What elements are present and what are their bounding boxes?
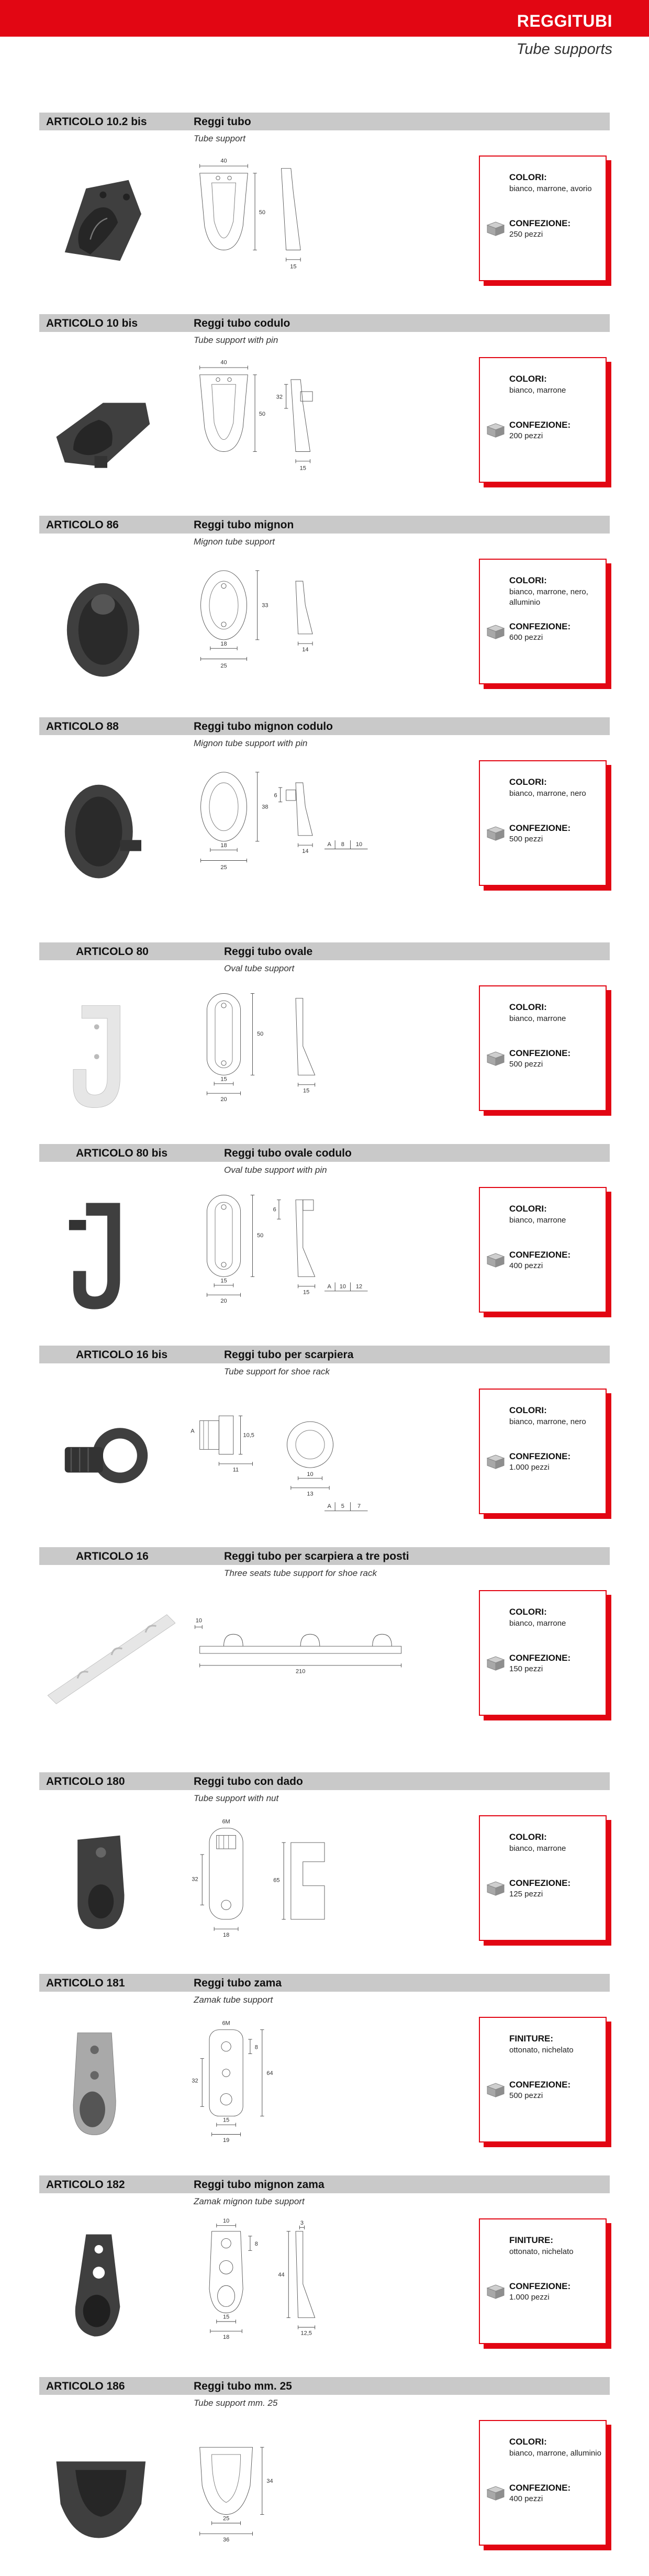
dimension-label: 50 <box>257 1031 264 1038</box>
product-name-english: Mignon tube support <box>194 537 275 547</box>
package-value: 400 pezzi <box>509 1261 543 1270</box>
dimension-label: 6M <box>222 1818 230 1825</box>
info-label: COLORI: <box>509 575 547 585</box>
product-name: Reggi tubo con dado <box>194 1775 303 1787</box>
info-label: COLORI: <box>509 1002 547 1012</box>
dimension-label: 6M <box>222 2020 230 2027</box>
package-label: CONFEZIONE: <box>509 2080 571 2090</box>
info-value: bianco, marrone <box>509 1844 566 1853</box>
package-box-icon <box>486 2082 505 2097</box>
product-photo <box>39 2414 175 2560</box>
package-value: 125 pezzi <box>509 1890 543 1898</box>
package-box-icon <box>486 220 505 236</box>
product-photo <box>39 1809 175 1956</box>
info-label: COLORI: <box>509 172 547 182</box>
header-bar <box>0 0 649 37</box>
dimension-label: 7 <box>357 1503 361 1510</box>
product-section <box>0 942 649 1141</box>
article-code: ARTICOLO 16 bis <box>76 1349 168 1361</box>
technical-drawing <box>181 1181 411 1327</box>
package-value: 1.000 pezzi <box>509 2293 550 2302</box>
dimension-label: 50 <box>259 410 265 417</box>
info-value: bianco, marrone, nero, alluminio <box>509 587 588 607</box>
product-info-box <box>479 985 607 1111</box>
dimension-label: 38 <box>262 804 268 810</box>
dimension-label: 18 <box>220 640 227 647</box>
dimension-label: 40 <box>220 158 227 164</box>
product-info-box <box>479 1590 607 1716</box>
product-info-box <box>479 1815 607 1941</box>
dimension-label: 14 <box>302 646 309 653</box>
product-name-english: Tube support for shoe rack <box>224 1367 330 1376</box>
dimension-label: 20 <box>220 1297 227 1304</box>
product-name: Reggi tubo mm. 25 <box>194 2380 292 2392</box>
product-info-box <box>479 760 607 886</box>
product-info-box <box>479 1187 607 1313</box>
dimension-label: 6 <box>274 792 277 799</box>
info-value: bianco, marrone, alluminio <box>509 2449 601 2458</box>
technical-drawing <box>181 2414 411 2560</box>
product-name-english: Tube support <box>194 134 245 143</box>
product-name: Reggi tubo per scarpiera <box>224 1349 354 1361</box>
technical-drawing <box>181 552 411 699</box>
product-info-box <box>479 156 607 281</box>
product-name-english: Zamak mignon tube support <box>194 2196 305 2206</box>
package-box-icon <box>486 624 505 639</box>
product-info-box <box>479 1389 607 1514</box>
package-box-icon <box>486 1453 505 1469</box>
product-photo <box>39 552 175 699</box>
product-section <box>0 1346 649 1545</box>
package-value: 150 pezzi <box>509 1664 543 1673</box>
article-code: ARTICOLO 86 <box>46 519 119 531</box>
product-info-box <box>479 559 607 684</box>
info-value: bianco, marrone <box>509 1216 566 1225</box>
product-name-english: Three seats tube support for shoe rack <box>224 1568 377 1578</box>
product-section <box>0 1144 649 1343</box>
product-section <box>0 113 649 312</box>
package-value: 600 pezzi <box>509 633 543 642</box>
technical-drawing <box>181 1584 411 1730</box>
package-label: CONFEZIONE: <box>509 2281 571 2291</box>
product-photo <box>39 1382 175 1529</box>
dimension-label: A <box>191 1428 195 1435</box>
technical-drawing <box>181 1809 411 1956</box>
product-name-english: Tube support mm. 25 <box>194 2398 278 2408</box>
dimension-label: A <box>327 841 331 848</box>
dimension-label: 36 <box>222 2536 230 2543</box>
dimension-label: 64 <box>266 2070 273 2077</box>
page-subtitle: Tube supports <box>516 41 612 58</box>
technical-drawing <box>181 2212 411 2359</box>
product-photo <box>39 979 175 1126</box>
product-section <box>0 314 649 513</box>
product-photo <box>39 1584 175 1730</box>
dimension-label: 8 <box>254 2044 258 2051</box>
dimension-label: 25 <box>222 2515 230 2522</box>
dimension-label: 34 <box>266 2478 273 2484</box>
package-label: CONFEZIONE: <box>509 823 571 833</box>
size-key-table <box>324 1282 368 1291</box>
dimension-label: 13 <box>307 1491 314 1497</box>
product-name: Reggi tubo mignon codulo <box>194 720 333 732</box>
package-box-icon <box>486 422 505 438</box>
dimension-label: 15 <box>303 1289 310 1296</box>
product-section <box>0 1772 649 1971</box>
info-value: bianco, marrone <box>509 386 566 395</box>
product-name-english: Oval tube support with pin <box>224 1165 327 1175</box>
package-value: 200 pezzi <box>509 431 543 440</box>
info-label: COLORI: <box>509 1607 547 1617</box>
dimension-label: 12 <box>355 1283 363 1290</box>
article-code: ARTICOLO 182 <box>46 2179 125 2191</box>
product-info-box <box>479 2017 607 2142</box>
info-value: ottonato, nichelato <box>509 2247 574 2256</box>
dimension-label: 44 <box>278 2271 285 2278</box>
dimension-label: 10 <box>195 1617 202 1624</box>
product-photo <box>39 1181 175 1327</box>
product-section <box>0 1547 649 1746</box>
dimension-label: 33 <box>262 602 268 609</box>
info-value: bianco, marrone <box>509 1014 566 1023</box>
technical-drawing <box>181 2011 411 2157</box>
article-code: ARTICOLO 80 <box>76 946 149 958</box>
package-box-icon <box>486 1880 505 1896</box>
package-box-icon <box>486 825 505 841</box>
package-value: 1.000 pezzi <box>509 1463 550 1472</box>
dimension-label: 25 <box>220 663 227 669</box>
dimension-label: 18 <box>220 842 227 849</box>
product-section <box>0 717 649 916</box>
dimension-label: 32 <box>192 2078 198 2084</box>
product-name-english: Mignon tube support with pin <box>194 738 308 748</box>
dimension-label: 20 <box>220 1096 227 1103</box>
dimension-label: 40 <box>220 359 227 366</box>
technical-drawing <box>181 1382 411 1529</box>
article-code: ARTICOLO 88 <box>46 720 119 732</box>
article-code: ARTICOLO 80 bis <box>76 1147 168 1159</box>
dimension-label: 10,5 <box>243 1432 254 1439</box>
dimension-label: 32 <box>192 1876 198 1883</box>
dimension-label: 15 <box>222 2117 230 2124</box>
article-code: ARTICOLO 10 bis <box>46 317 138 329</box>
technical-drawing <box>181 149 411 296</box>
package-value: 500 pezzi <box>509 1060 543 1069</box>
dimension-label: 14 <box>302 848 309 854</box>
dimension-label: 10 <box>307 1471 314 1478</box>
info-label: COLORI: <box>509 1832 547 1842</box>
article-code: ARTICOLO 186 <box>46 2380 125 2392</box>
dimension-label: 15 <box>299 465 306 472</box>
product-name: Reggi tubo mignon <box>194 519 294 531</box>
package-box-icon <box>486 1050 505 1066</box>
product-info-box <box>479 2420 607 2546</box>
info-label: COLORI: <box>509 1204 547 1214</box>
product-section <box>0 1974 649 2173</box>
dimension-label: 18 <box>222 1931 230 1938</box>
technical-drawing <box>181 351 411 497</box>
package-box-icon <box>486 1252 505 1268</box>
dimension-label: 3 <box>300 2219 304 2226</box>
info-value: bianco, marrone, nero <box>509 1417 586 1426</box>
info-value: bianco, marrone, nero <box>509 789 586 798</box>
dimension-label: 19 <box>222 2137 230 2144</box>
size-key-table <box>324 1502 368 1511</box>
article-code: ARTICOLO 16 <box>76 1550 149 1562</box>
dimension-label: 25 <box>220 864 227 871</box>
product-name: Reggi tubo per scarpiera a tre posti <box>224 1550 409 1562</box>
dimension-label: A <box>327 1283 331 1290</box>
dimension-label: 10 <box>355 841 363 848</box>
dimension-label: 8 <box>341 841 344 848</box>
size-key-table <box>324 840 368 849</box>
product-name: Reggi tubo <box>194 116 251 128</box>
package-label: CONFEZIONE: <box>509 621 571 631</box>
product-photo <box>39 149 175 296</box>
package-label: CONFEZIONE: <box>509 420 571 430</box>
info-label: COLORI: <box>509 374 547 384</box>
product-photo <box>39 351 175 497</box>
package-box-icon <box>486 2485 505 2501</box>
package-label: CONFEZIONE: <box>509 1451 571 1461</box>
product-name-english: Oval tube support <box>224 963 295 973</box>
info-value: bianco, marrone, avorio <box>509 184 592 193</box>
package-label: CONFEZIONE: <box>509 1878 571 1888</box>
article-code: ARTICOLO 181 <box>46 1977 125 1989</box>
product-section <box>0 2377 649 2576</box>
info-label: FINITURE: <box>509 2235 554 2245</box>
technical-drawing <box>181 754 411 901</box>
technical-drawing <box>181 979 411 1126</box>
dimension-label: 12,5 <box>300 2330 312 2337</box>
product-name: Reggi tubo mignon zama <box>194 2179 324 2191</box>
package-label: CONFEZIONE: <box>509 2483 571 2493</box>
product-name: Reggi tubo zama <box>194 1977 282 1989</box>
product-photo <box>39 2011 175 2157</box>
package-label: CONFEZIONE: <box>509 218 571 228</box>
info-label: COLORI: <box>509 777 547 787</box>
product-section <box>0 516 649 715</box>
dimension-label: 50 <box>259 209 265 216</box>
dimension-label: 11 <box>232 1467 239 1473</box>
info-label: FINITURE: <box>509 2034 554 2044</box>
dimension-label: 65 <box>273 1877 280 1884</box>
package-box-icon <box>486 1655 505 1671</box>
package-box-icon <box>486 2283 505 2299</box>
package-value: 400 pezzi <box>509 2494 543 2503</box>
dimension-label: 10 <box>339 1283 346 1290</box>
package-label: CONFEZIONE: <box>509 1653 571 1663</box>
package-value: 250 pezzi <box>509 230 543 239</box>
product-name-english: Zamak tube support <box>194 1995 273 2005</box>
dimension-label: 15 <box>290 263 297 270</box>
package-label: CONFEZIONE: <box>509 1048 571 1058</box>
page-title: REGGITUBI <box>517 12 612 30</box>
dimension-label: 6 <box>273 1206 276 1213</box>
article-code: ARTICOLO 10.2 bis <box>46 116 147 128</box>
package-value: 500 pezzi <box>509 2091 543 2100</box>
product-name: Reggi tubo ovale <box>224 946 313 958</box>
product-name-english: Tube support with pin <box>194 335 278 345</box>
product-name: Reggi tubo codulo <box>194 317 290 329</box>
package-value: 500 pezzi <box>509 835 543 843</box>
dimension-label: 210 <box>295 1668 306 1675</box>
dimension-label: 15 <box>222 2314 230 2320</box>
product-header-bar <box>39 516 610 534</box>
product-info-box <box>479 2218 607 2344</box>
product-name-english: Tube support with nut <box>194 1793 279 1803</box>
product-photo <box>39 2212 175 2359</box>
dimension-label: 10 <box>222 2218 230 2225</box>
product-photo <box>39 754 175 901</box>
article-code: ARTICOLO 180 <box>46 1775 125 1787</box>
dimension-label: 32 <box>276 394 283 401</box>
dimension-label: A <box>327 1503 331 1510</box>
dimension-label: 50 <box>257 1233 264 1239</box>
dimension-label: 15 <box>303 1087 310 1094</box>
info-value: bianco, marrone <box>509 1619 566 1628</box>
product-info-box <box>479 357 607 483</box>
package-label: CONFEZIONE: <box>509 1250 571 1260</box>
dimension-label: 15 <box>220 1076 227 1083</box>
product-name: Reggi tubo ovale codulo <box>224 1147 352 1159</box>
dimension-label: 8 <box>254 2241 258 2248</box>
product-section <box>0 2175 649 2374</box>
info-label: COLORI: <box>509 2437 547 2447</box>
dimension-label: 18 <box>222 2334 230 2340</box>
info-value: ottonato, nichelato <box>509 2046 574 2055</box>
dimension-label: 5 <box>341 1503 344 1510</box>
info-label: COLORI: <box>509 1405 547 1415</box>
dimension-label: 15 <box>220 1278 227 1284</box>
